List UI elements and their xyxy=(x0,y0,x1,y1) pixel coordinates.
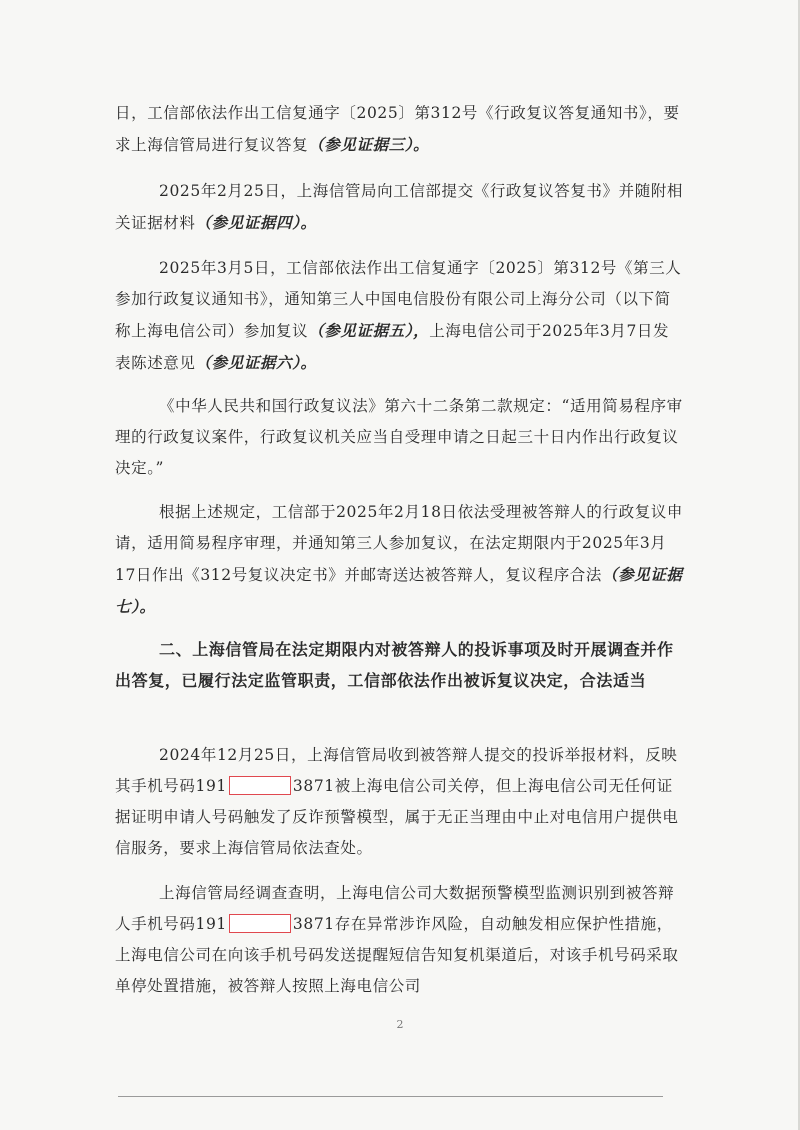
section-heading-2-text: 二、上海信管局在法定期限内对被答辩人的投诉事项及时开展调查并作出答复，已履行法定监管职责，工信部依法作出被诉复议决定，合法适当 xyxy=(115,640,674,690)
page-number: 2 xyxy=(396,1018,404,1031)
paragraph-4-text: 《中华人民共和国行政复议法》第六十二条第二款规定：“适用简易程序审理的行政复议案件，行政复议机关应当自受理申请之日起三十日内作出行政复议决定。” xyxy=(115,397,683,477)
redaction-box xyxy=(229,914,291,933)
paragraph-2-text: 2025年2月25日，上海信管局向工信部提交《行政复议答复书》并随附相关证据材料 xyxy=(115,182,684,232)
paragraph-8-text-a: 上海信管局经调查查明，上海电信公司大数据预警模型监测识别到被答辩人手机号码191 xyxy=(115,884,675,933)
evidence-ref-4: （参见证据四）。 xyxy=(195,213,317,232)
paragraph-5-text: 根据上述规定，工信部于2025年2月18日依法受理被答辩人的行政复议申请，适用简易程序审理，并通知第三人参加复议，在法定期限内于2025年3月17日作出《312号复议决定书》并邮寄送达被答辩人，复议程序合法 xyxy=(115,503,684,584)
paragraph-1-text: 日，工信部依法作出工信复通字〔2025〕第312号《行政复议答复通知书》，要求上海信管局进行复议答复 xyxy=(115,104,680,154)
paragraph-7 xyxy=(115,740,685,864)
section-heading-2 xyxy=(115,634,685,696)
evidence-ref-7: （参见证据七）。 xyxy=(115,565,683,616)
paragraph-7-text-a: 2024年12月25日，上海信管局收到被答辩人提交的投诉举报材料，反映其手机号码191 xyxy=(115,746,678,795)
paragraph-3 xyxy=(115,253,685,379)
evidence-ref-3: （参见证据三）。 xyxy=(308,135,430,154)
paragraph-1 xyxy=(115,98,685,161)
evidence-ref-6: （参见证据六）。 xyxy=(195,353,317,372)
paragraph-4 xyxy=(115,391,685,484)
paragraph-8 xyxy=(115,878,685,1002)
paragraph-3-text-a: 2025年3月5日，工信部依法作出工信复通字〔2025〕第312号《第三人参加行政复议通知书》，通知第三人中国电信股份有限公司上海分公司（以下简称上海电信公司）参加复议 xyxy=(115,259,682,340)
paragraph-3-text-b: 上海电信公司于2025年3月7日发表陈述意见 xyxy=(115,322,670,372)
scan-artifact-line xyxy=(118,1096,663,1097)
paragraph-7-text-b: 3871被上海电信公司关停，但上海电信公司无任何证据证明申请人号码触发了反诈预警模型，属于无正当理由中止对电信用户提供电信服务，要求上海信管局依法查处。 xyxy=(115,777,679,857)
paragraph-2 xyxy=(115,176,685,239)
evidence-ref-5: （参见证据五）， xyxy=(308,321,430,340)
paragraph-8-text-b: 3871存在异常涉诈风险，自动触发相应保护性措施，上海电信公司在向该手机号码发送提醒短信告知复机渠道后，对该手机号码采取单停处置措施，被答辩人按照上海电信公司 xyxy=(115,915,679,995)
paragraph-5 xyxy=(115,497,685,623)
redaction-box xyxy=(229,776,291,795)
